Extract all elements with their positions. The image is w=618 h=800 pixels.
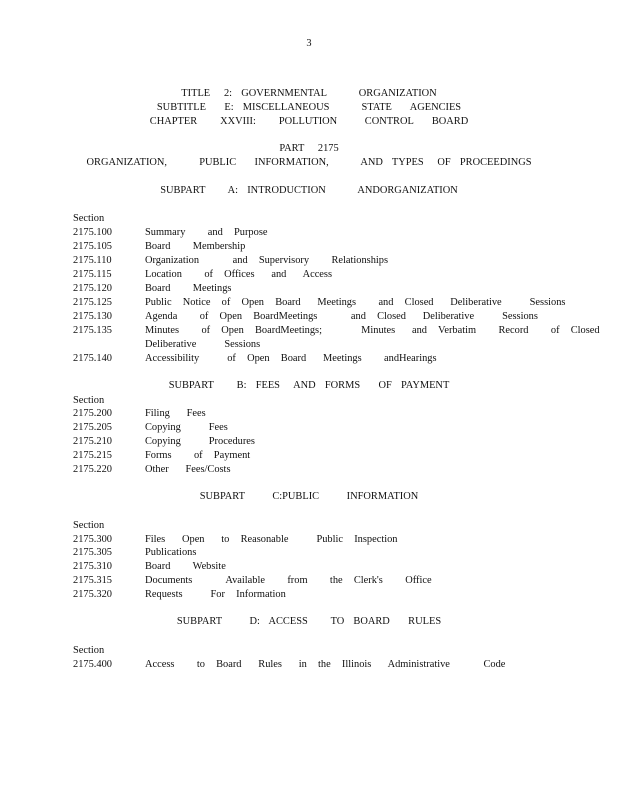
section-row: [73, 574, 593, 588]
section-label: Section: [73, 395, 105, 406]
section-title: Location of Offices and Access: [145, 269, 333, 280]
section-title: Agenda of Open BoardMeetings and Closed Deliberative Sessions: [145, 311, 538, 322]
section-title: Filing Fees: [145, 408, 206, 419]
subpart-c-heading: SUBPART C:PUBLIC INFORMATION: [199, 491, 419, 502]
section-number: 2175.320: [73, 589, 112, 600]
section-title: Copying Fees: [145, 422, 228, 433]
section-title: Board Membership: [145, 241, 246, 252]
section-number: 2175.215: [73, 450, 112, 461]
subtitle-line: SUBTITLE E: MISCELLANEOUS STATE AGENCIES: [156, 102, 462, 113]
section-row: [73, 588, 593, 602]
section-number: 2175.120: [73, 283, 112, 294]
section-number: 2175.200: [73, 408, 112, 419]
section-number: 2175.315: [73, 575, 112, 586]
chapter-line: CHAPTER XXVIII: POLLUTION CONTROL BOARD: [149, 116, 469, 127]
section-row: [73, 282, 593, 296]
subpart-b-heading: SUBPART B: FEES AND FORMS OF PAYMENT: [168, 380, 450, 391]
section-title: Forms of Payment: [145, 450, 251, 461]
section-label: Section: [73, 645, 105, 656]
section-row: [73, 240, 593, 254]
section-row: [73, 560, 593, 574]
section-title: Requests For Information: [145, 589, 286, 600]
section-number: 2175.110: [73, 255, 112, 266]
title-line: TITLE 2: GOVERNMENTAL ORGANIZATION: [181, 88, 437, 99]
section-number: 2175.305: [73, 547, 112, 558]
subpart-d-heading: SUBPART D: ACCESS TO BOARD RULES: [176, 616, 442, 627]
section-title: Other Fees/Costs: [145, 464, 231, 475]
section-title: Access to Board Rules in the Illinois Administrative Code: [145, 659, 506, 670]
section-number: 2175.105: [73, 241, 112, 252]
section-title: Summary and Purpose: [145, 227, 268, 238]
section-title: Minutes of Open BoardMeetings; Minutes and Verbatim Record of Closed: [145, 325, 600, 336]
section-row: [73, 268, 593, 282]
section-number: 2175.100: [73, 227, 112, 238]
section-row: [73, 546, 593, 560]
section-row: [73, 463, 593, 477]
subpart-a-heading: SUBPART A: INTRODUCTION ANDORGANIZATION: [160, 185, 458, 196]
section-number: 2175.125: [73, 297, 112, 308]
page-number: 3: [306, 38, 312, 49]
section-title-continuation: Deliberative Sessions: [145, 339, 261, 350]
section-row: [73, 449, 593, 463]
section-row: [73, 226, 593, 240]
section-number: 2175.130: [73, 311, 112, 322]
section-row: [73, 254, 593, 268]
section-row: [73, 407, 593, 421]
section-title: Copying Procedures: [145, 436, 255, 447]
section-title: Documents Available from the Clerk's Office: [145, 575, 432, 586]
section-row: [73, 435, 593, 449]
section-number: 2175.220: [73, 464, 112, 475]
section-title: Public Notice of Open Board Meetings and Closed Deliberative Sessions: [145, 297, 566, 308]
section-row: [73, 421, 593, 435]
section-number: 2175.135: [73, 325, 112, 336]
section-number: 2175.310: [73, 561, 112, 572]
section-label: Section: [73, 520, 105, 531]
section-row-continuation: [73, 338, 593, 352]
section-title: Board Website: [145, 561, 226, 572]
part-label: PART 2175: [279, 143, 339, 154]
section-label: Section: [73, 213, 105, 224]
section-number: 2175.115: [73, 269, 112, 280]
section-row: [73, 533, 593, 547]
section-number: 2175.205: [73, 422, 112, 433]
section-row: [73, 324, 600, 338]
section-number: 2175.140: [73, 353, 112, 364]
section-row: [73, 352, 593, 366]
section-title: Files Open to Reasonable Public Inspection: [145, 534, 398, 545]
section-row: [73, 658, 593, 672]
section-number: 2175.300: [73, 534, 112, 545]
section-title: Board Meetings: [145, 283, 232, 294]
section-row: [73, 310, 593, 324]
part-name: ORGANIZATION, PUBLIC INFORMATION, AND TYPES OF PROCEEDINGS: [86, 157, 532, 168]
section-row: [73, 296, 593, 310]
section-title: Organization and Supervisory Relationships: [145, 255, 389, 266]
section-title: Publications: [145, 547, 197, 558]
section-number: 2175.210: [73, 436, 112, 447]
section-number: 2175.400: [73, 659, 112, 670]
section-title: Accessibility of Open Board Meetings andHearings: [145, 353, 437, 364]
